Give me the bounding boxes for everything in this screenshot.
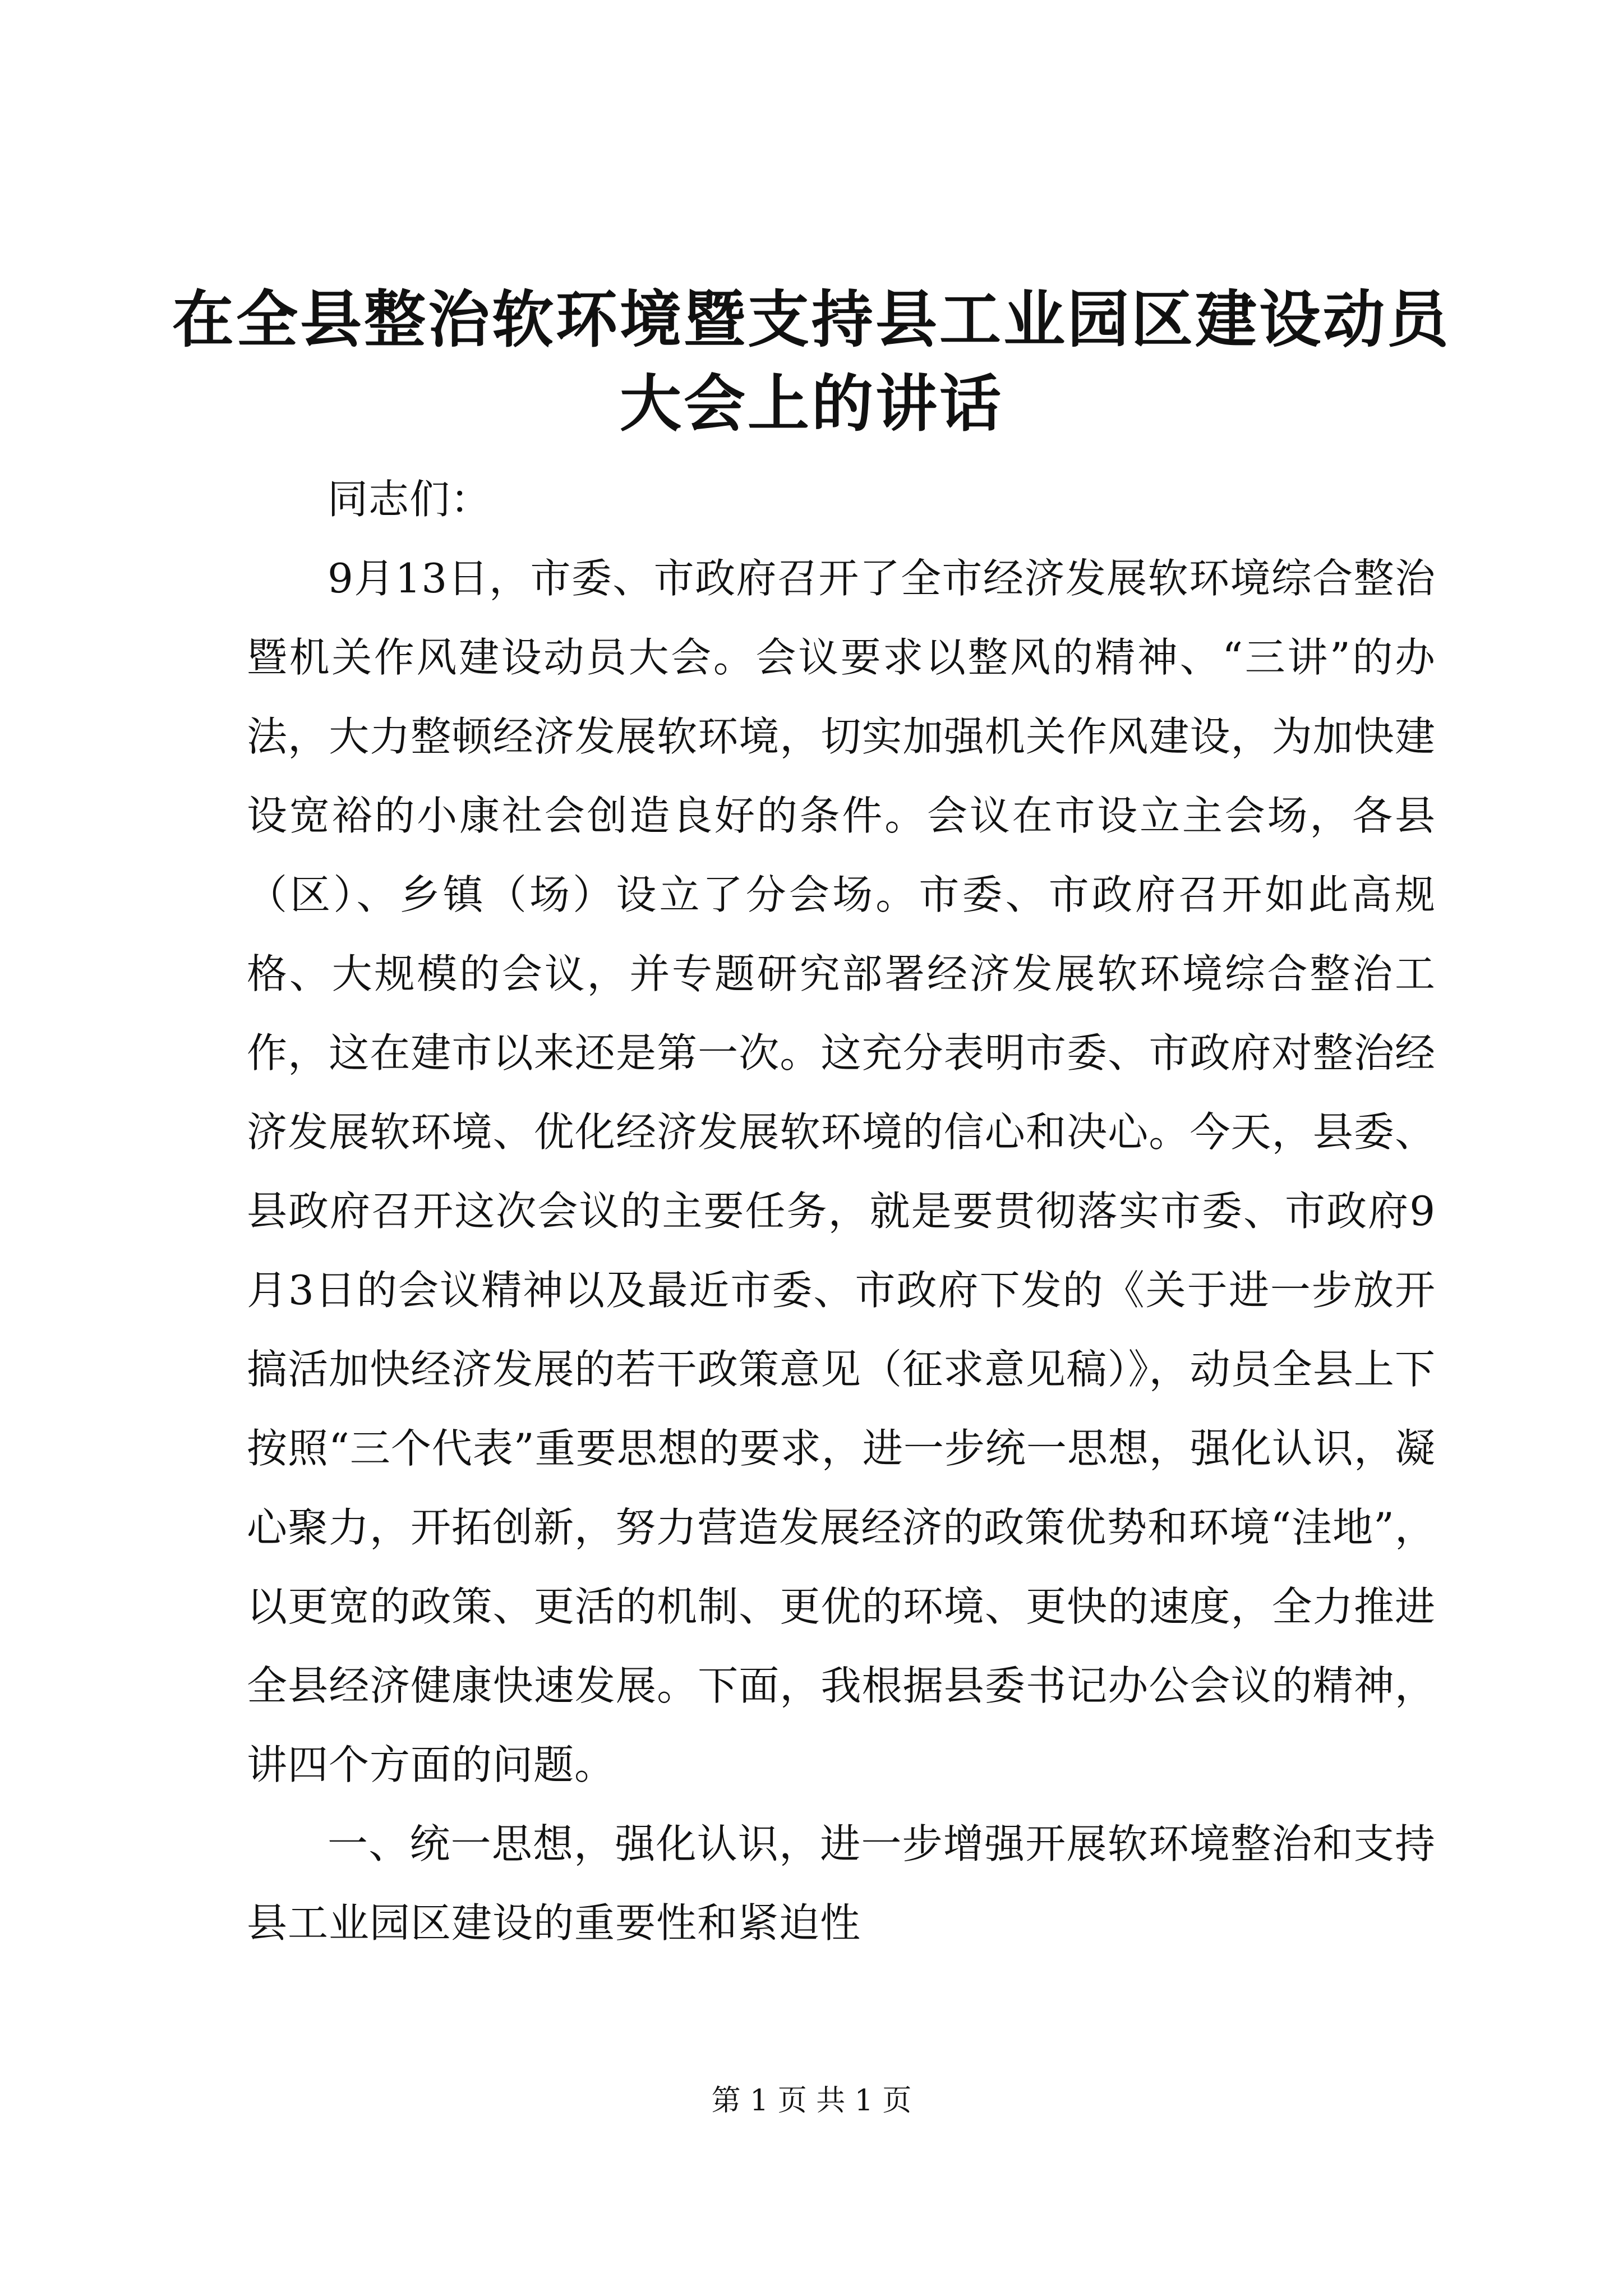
page-footer: 第 1 页 共 1 页 <box>711 2084 912 2118</box>
greeting: 同志们： <box>328 476 492 523</box>
document-title: 在全县整治软环境暨支持县工业园区建设动员大会上的讲话 <box>172 283 1451 440</box>
document-body <box>247 460 1436 1963</box>
body-paragraph: 9月13日，市委、市政府召开了全市经济发展软环境综合整治暨机关作风建设动员大会。会议要求以整风的精神、“三讲”的办法，大力整顿经济发展软环境，切实加强机关作风建设，为加快建设宽裕的小康社会创造良好的条件。会议在市设立主会场，各县（区）、乡镇（场）设立了分会场。市委、市政府召开如此高规格、大规模的会议，并专题研究部署经济发展软环境综合整治工作，这在建市以来还是第一次。这充分表明市委、市政府对整治经济发展软环境、优化经济发展软环境的信心和决心。今天，县委、县政府召开这次会议的主要任务，就是要贯彻落实市委、市政府9月3日的会议精神以及最近市委、市政府下发的《关于进一步放开搞活加快经济发展的若干政策意见（征求意见稿）》，动员全县上下按照“三个代表”重要思想的要求，进一步统一思想，强化认识，凝心聚力，开拓创新，努力营造发展经济的政策优势和环境“洼地”，以更宽的政策、更活的机制、更优的环境、更快的速度，全力推进全县经济健康快速发展。下面，我根据县委书记办公会议的精神，讲四个方面的问题。 <box>247 555 1436 1788</box>
section-heading: 一、统一思想，强化认识，进一步增强开展软环境整治和支持县工业园区建设的重要性和紧迫性 <box>247 1820 1436 1947</box>
